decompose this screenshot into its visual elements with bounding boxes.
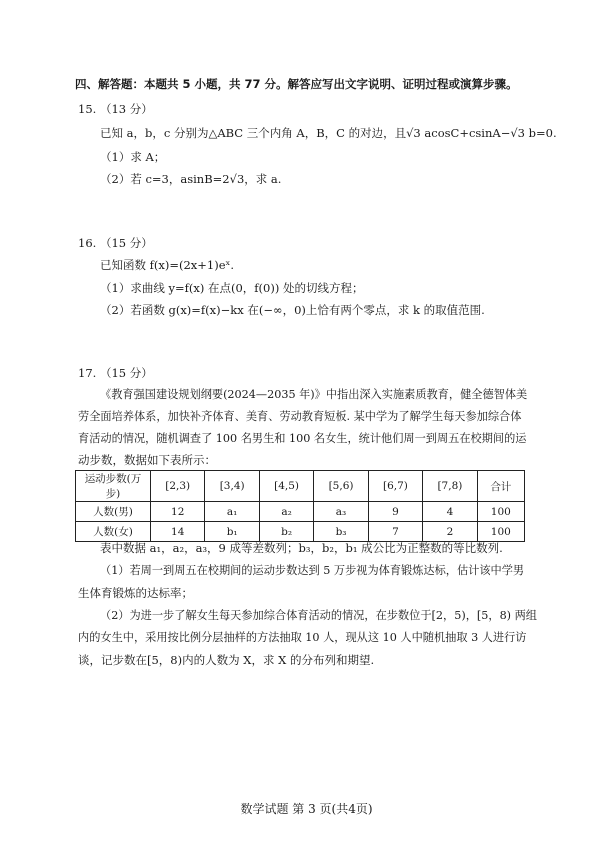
table-row — [76, 502, 525, 522]
table-cell: 4 — [423, 502, 477, 522]
table-header-cell: [7,8) — [423, 471, 477, 502]
table-cell: 人数(女) — [76, 522, 151, 542]
table-header-cell: [2,3) — [151, 471, 205, 502]
table-row — [76, 522, 525, 542]
table-cell: 2 — [423, 522, 477, 542]
q17-part1-line: （1）若周一到周五在校期间的运动步数达到 5 万步视为体育锻炼达标，估计该中学男 — [100, 564, 525, 577]
table-cell: 9 — [368, 502, 422, 522]
table-header-cell: [3,4) — [205, 471, 259, 502]
table-header-cell: [6,7) — [368, 471, 422, 502]
table-header-cell: [5,6) — [314, 471, 368, 502]
table-cell: 7 — [368, 522, 422, 542]
q17-part2-line: （2）为进一步了解女生每天参加综合体育活动的情况，在步数位于[2，5)，[5，8) 两组 — [100, 609, 537, 622]
q17-note: 表中数据 a₁，a₂，a₃，9 成等差数列；b₃，b₂，b₁ 成公比为正整数的等比数列. — [100, 541, 503, 555]
q17-para-line: 《教育强国建设规划纲要(2024—2035 年)》中指出深入实施素质教育，健全德智体美 — [100, 388, 528, 401]
q16-part1: （1）求曲线 y=f(x) 在点(0，f(0)) 处的切线方程； — [100, 281, 364, 295]
q17-part2-line: 谈，记步数在[5，8)内的人数为 X，求 X 的分布列和期望. — [78, 653, 375, 667]
table-cell: b₂ — [259, 522, 313, 542]
q16-number: 16. （15 分） — [78, 236, 153, 250]
q17-number: 17. （15 分） — [78, 366, 153, 380]
q15-part2: （2）若 c=3，asinB=2√3，求 a. — [100, 172, 282, 186]
steps-table — [75, 470, 525, 542]
page-footer: 数学试题 第 3 页(共4页) — [240, 802, 373, 816]
table-cell: a₁ — [205, 502, 259, 522]
q15-number: 15. （13 分） — [78, 102, 153, 116]
table-header-row — [76, 471, 525, 502]
table-cell: b₁ — [205, 522, 259, 542]
q17-part1-line: 生体育锻炼的达标率； — [78, 586, 193, 600]
table-header-cell: 合计 — [477, 471, 524, 502]
table-cell: 14 — [151, 522, 205, 542]
table-cell: 100 — [477, 502, 524, 522]
q16-stem: 已知函数 f(x)=(2x+1)eˣ. — [100, 258, 235, 272]
q17-para-line: 动步数，数据如下表所示： — [78, 453, 216, 467]
q17-para-line: 育活动的情况，随机调查了 100 名男生和 100 名女生，统计他们周一到周五在校期间的运 — [78, 432, 527, 445]
q17-para-line: 劳全面培养体系，加快补齐体育、美育、劳动教育短板. 某中学为了解学生每天参加综合体 — [78, 410, 522, 423]
table-cell: b₃ — [314, 522, 368, 542]
table-cell: a₃ — [314, 502, 368, 522]
table-header-cell: 运动步数(万步) — [76, 471, 151, 502]
q16-part2: （2）若函数 g(x)=f(x)−kx 在(−∞，0)上恰有两个零点，求 k 的取值范围. — [100, 303, 485, 317]
table-cell: 100 — [477, 522, 524, 542]
table-cell: 人数(男) — [76, 502, 151, 522]
table-cell: a₂ — [259, 502, 313, 522]
table-cell: 12 — [151, 502, 205, 522]
q15-stem: 已知 a，b，c 分别为△ABC 三个内角 A，B，C 的对边，且√3 acosC+csinA−√3 b=0. — [100, 126, 557, 140]
section-header: 四、解答题：本题共 5 小题，共 77 分。解答应写出文字说明、证明过程或演算步骤。 — [75, 77, 518, 91]
q15-part1: （1）求 A； — [100, 150, 166, 164]
table-header-cell: [4,5) — [259, 471, 313, 502]
q17-part2-line: 内的女生中，采用按比例分层抽样的方法抽取 10 人，现从这 10 人中随机抽取 3 人进行访 — [78, 631, 527, 644]
